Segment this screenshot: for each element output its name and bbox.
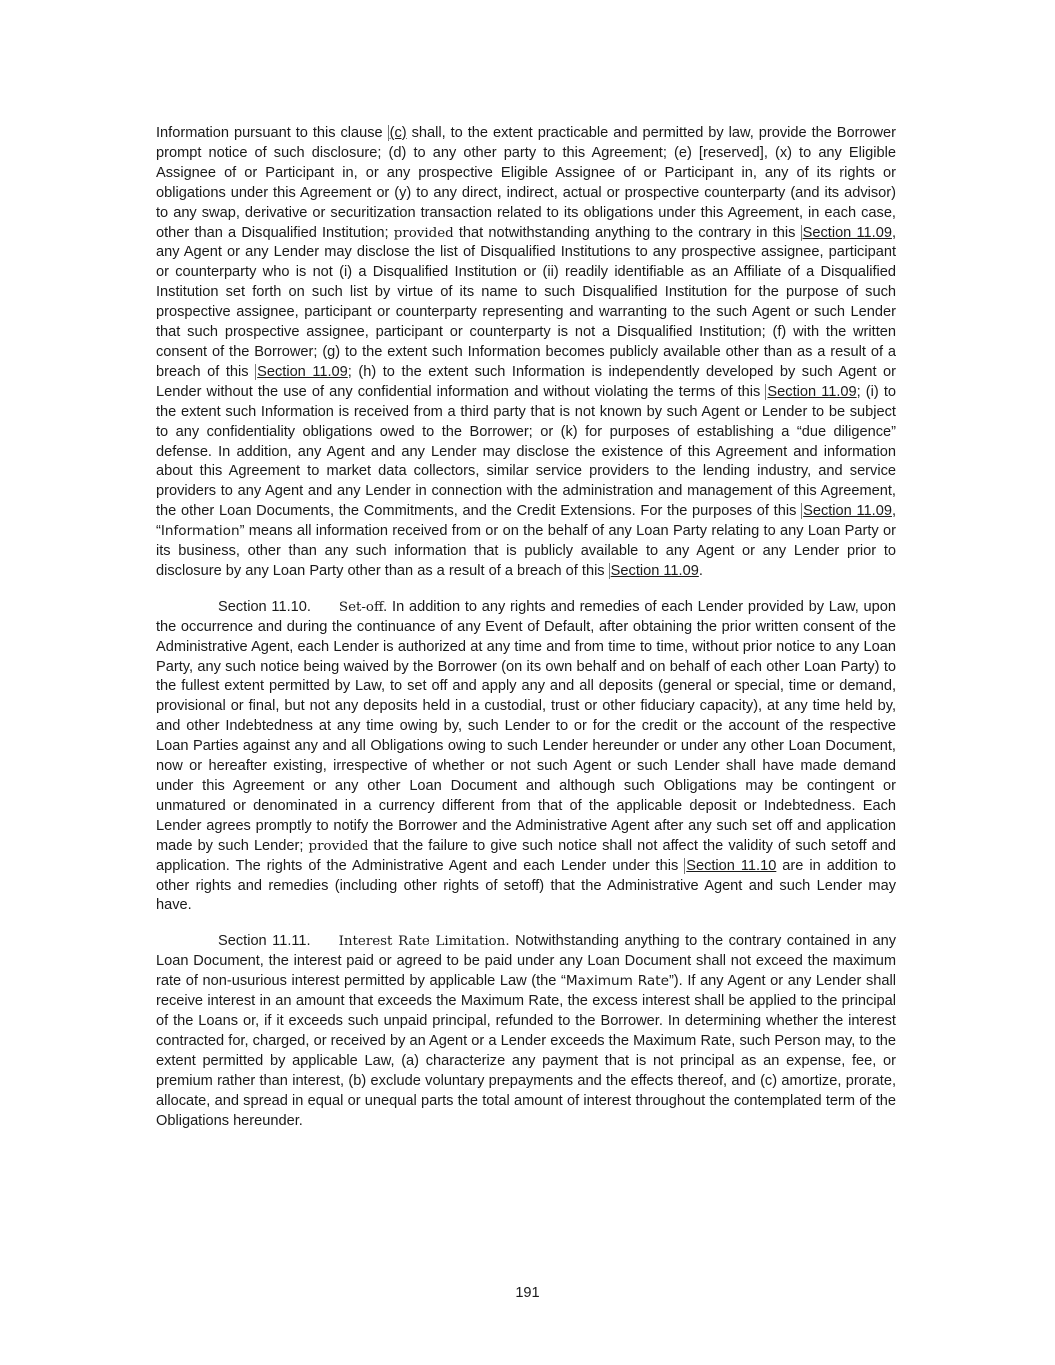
document-body <box>156 124 896 1147</box>
defined-term-information: Information <box>160 523 240 540</box>
clause-c-link[interactable]: (c) <box>389 125 407 141</box>
section-11-09-link[interactable]: Section 11.09 <box>802 224 892 241</box>
section-11-10-paragraph <box>156 598 896 917</box>
section-11-09-link[interactable]: Section 11.09 <box>767 383 857 400</box>
text-run: ; (i) to the extent such Information is received from a third party that is not known by such Agent or Lender to be subject to any confidentiality obligations owed to the Borrower; or (k) for purposes of establishing a “due diligence” defense. In addition, any Agent and any Lender may disclose the existence of this Agreement and information about this Agreement to market data collectors, similar service providers to the lending industry, and service providers to any Agent and any Lender in connection with the administration and management of this Agreement, the other Loan Documents, the Commitments, and the Credit Extensions. For the purposes of this <box>156 383 897 520</box>
section-number: Section 11.11. <box>218 933 311 950</box>
defined-term-maximum-rate: Maximum Rate <box>565 973 669 990</box>
provided-term: provided <box>393 225 454 241</box>
text-run: shall, to the extent practicable and permitted by law, provide the Borrower prompt notice of such disclosure; (d) to any other party to this Agreement; (e) [reserved], (x) to any Eligible Assignee of or Participant in, or any prospective Eligible Assignee of or Participant in, any of its rights or obligations under this Agreement or (y) to any direct, indirect, actual or prospective counterparty (and its advisor) to any swap, derivative or securitization transaction related to its obligations under this Agreement, in each case, other than a Disqualified Institution; <box>156 125 897 241</box>
text-run: ” means all information received from or on the behalf of any Loan Party relating to any Loan Party or its business, other than any such information that is publicly available to any Agent or any Lender prior to disclosure by any Loan Party other than as a result of a breach of this <box>156 523 896 579</box>
section-11-09-link[interactable]: Section 11.09 <box>610 562 699 579</box>
section-11-11-paragraph <box>156 932 896 1131</box>
page-number: 191 <box>515 1285 540 1301</box>
text-run: are in addition to other rights and remedies (including other rights of setoff) that the Administrative Agent and such Lender may have. <box>156 857 896 914</box>
section-caption: Interest Rate Limitation. <box>338 934 510 950</box>
text-run: ; (h) to the extent such Information is independently developed by such Agent or Lender without the use of any confidential information and without violating the terms of this <box>156 363 897 400</box>
text-run: . <box>698 562 703 579</box>
paragraph-information-disclosure <box>156 124 896 582</box>
text-run: that the failure to give such notice shall not affect the validity of such setoff and application. The rights of the Administrative Agent and each Lender under this <box>156 837 896 874</box>
provided-term: provided <box>308 838 369 854</box>
section-caption: Set-off. <box>338 599 388 615</box>
text-run: , “ <box>156 503 897 540</box>
section-11-09-link[interactable]: Section 11.09 <box>803 503 892 520</box>
section-number: Section 11.10. <box>218 598 311 615</box>
section-11-10-link[interactable]: Section 11.10 <box>686 857 777 874</box>
section-11-09-link[interactable]: Section 11.09 <box>257 363 348 380</box>
text-run: that notwithstanding anything to the contrary in this <box>453 224 801 241</box>
text-run: , any Agent or any Lender may disclose the list of Disqualified Institutions to any prospective assignee, participant or counterparty who is not (i) a Disqualified Institution or (ii) readily identifiable as an Affiliate of a Disqualified Institution set forth on such list by virtue of its name to such Disqualified Institution for the purpose of such prospective assignee, participant or counterparty representing and warranting to the such Agent or such Lender that such prospective assignee, participant or counterparty is not a Disqualified Institution; (f) with the written consent of the Borrower; (g) to the extent such Information becomes publicly available other than as a result of a breach of this <box>156 224 896 380</box>
text-run: Information pursuant to this clause <box>156 125 388 141</box>
text-run: Notwithstanding anything to the contrary contained in any Loan Document, the interest paid or agreed to be paid under any Loan Document shall not exceed the maximum rate of non-usurious interest permitted by applicable Law (the “ <box>156 933 896 990</box>
text-run: ”). If any Agent or any Lender shall receive interest in an amount that exceeds the Maximum Rate, the excess interest shall be applied to the principal of the Loans or, if it exceeds such unpaid principal, refunded to the Borrower. In determining whether the interest contracted for, charged, or received by an Agent or a Lender exceeds the Maximum Rate, such Person may, to the extent permitted by applicable Law, (a) characterize any payment that is not principal as an expense, fee, or premium rather than interest, (b) exclude voluntary prepayments and the effects thereof, and (c) amortize, prorate, allocate, and spread in equal or unequal parts the total amount of interest throughout the contemplated term of the Obligations hereunder. <box>156 973 896 1129</box>
text-run: In addition to any rights and remedies of each Lender provided by Law, upon the occurrence and during the continuance of any Event of Default, after obtaining the prior written consent of the Administrative Agent, each Lender is authorized at any time and from time to time, without prior notice to any Loan Party, any such notice being waived by the Borrower (on its own behalf and on behalf of each other Loan Party) to the fullest extent permitted by Law, to set off and apply any and all deposits (general or special, time or demand, provisional or final, but not any deposits held in a custodial, trust or other fiduciary capacity), at any time held by, and other Indebtedness at any time owing by, such Lender to or for the credit or the account of the respective Loan Parties against any and all Obligations owing to such Lender hereunder or under any other Loan Document, now or hereafter existing, irrespective of whether or not such Agent or such Lender shall have made demand under this Agreement or any other Loan Document and although such Obligations may be contingent or unmatured or denominated in a currency different from that of the applicable deposit or Indebtedness. Each Lender agrees promptly to notify the Borrower and the Administrative Agent after any such set off and application made by such Lender; <box>156 598 896 854</box>
